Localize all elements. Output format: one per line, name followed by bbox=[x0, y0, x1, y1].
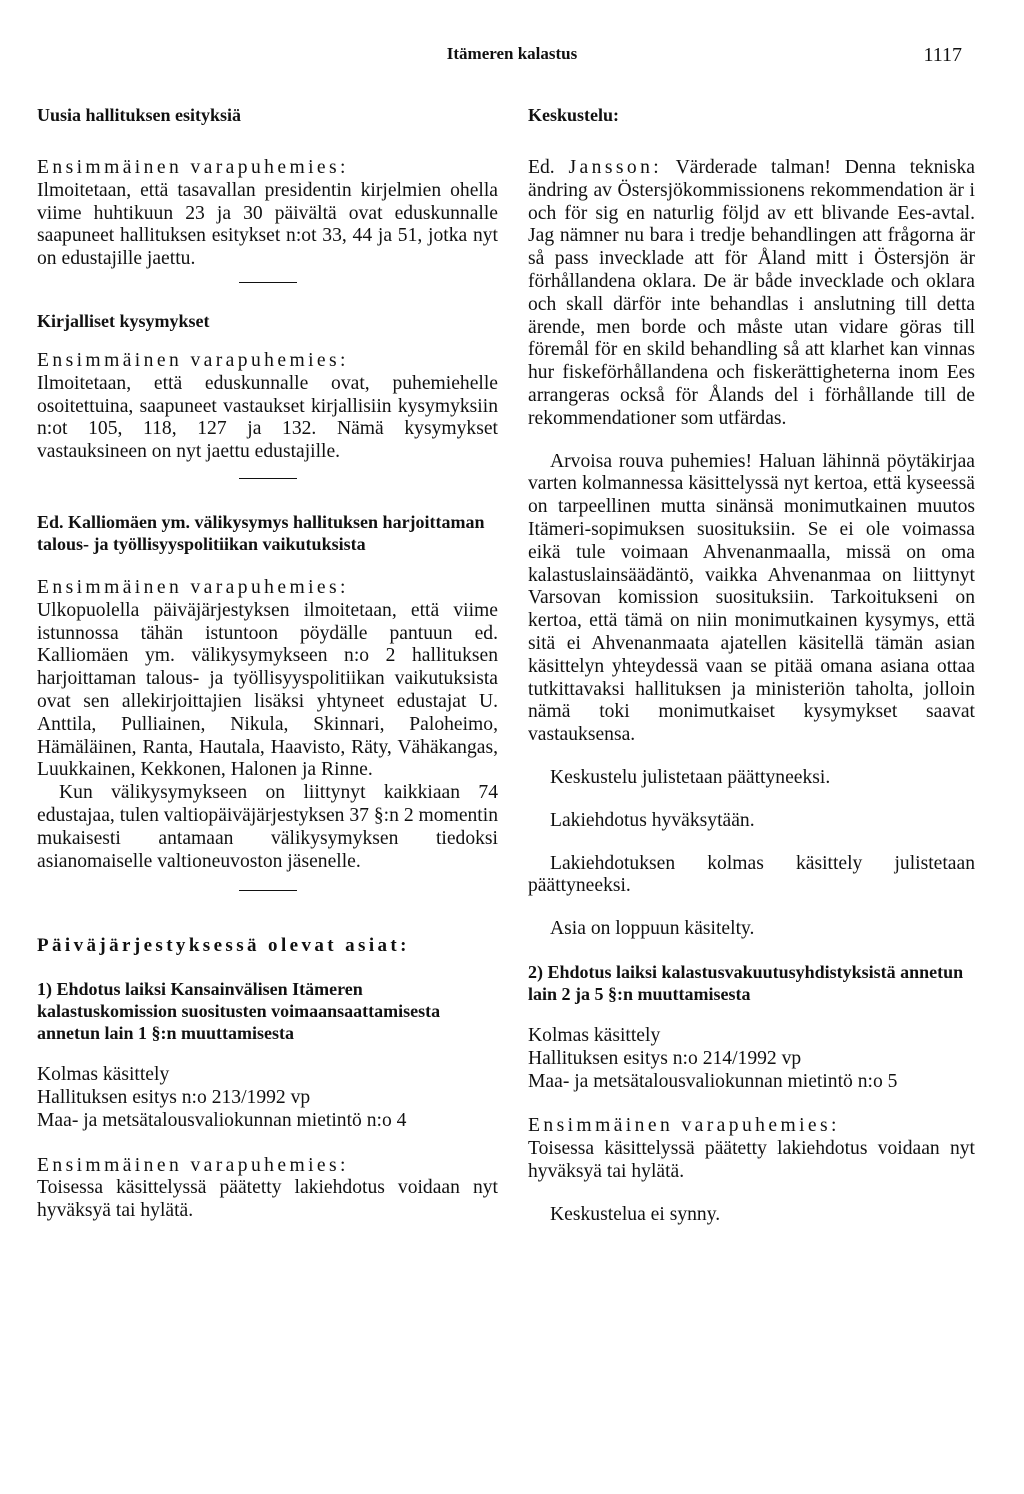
item1-line: Kolmas käsittely bbox=[37, 1064, 170, 1086]
heading-written-questions: Kirjalliset kysymykset bbox=[37, 310, 210, 331]
item1-line: Hallituksen esitys n:o 213/1992 vp bbox=[37, 1086, 311, 1108]
running-header-title: Itämeren kalastus bbox=[446, 44, 578, 63]
paragraph-finnish-summary: Arvoisa rouva puhemies! Haluan lähinnä pöytäkirjaa varten kolmannessa käsittelyssä nyt kertoa, että kyseessä on tarpeellinen mutta sinänsä monimutkainen muutos Itämeri-sopimuksen suosituksiin. Se ei ole voimassa eikä tule voimaan Ahvenanmaalla, missä on oma kalastuslainsäädäntö, vaikka Ahvenanmaa on liittynyt Varsovan komission suosituksiin. Tarkoitukseni on kertoa, että tämä on niin monimutkainen kysymys, että sitä ei Ahvenanmaata ajatellen käsitellä tämän asian käsittelyn yhteydessä vaan se pitää omana asiana ottaa tutkittavaksi hallituksen ja ministeriön taholta, jolloin nämä toki monimutkaiset kysymykset saavat vastauksensa. bbox=[528, 450, 975, 746]
heading-discussion: Keskustelu: bbox=[528, 105, 620, 125]
speaker-name: Ensimmäinen varapuhemies: bbox=[37, 576, 349, 598]
statement-third-reading-closed: Lakiehdotuksen kolmas käsittely julistetaan päättyneeksi. bbox=[528, 852, 975, 897]
item2-line: Kolmas käsittely bbox=[528, 1024, 661, 1046]
left-column bbox=[37, 104, 498, 1223]
paragraph-text: Ulkopuolella päiväjärjestyksen ilmoitetaan, että viime istunnossa tähän istuntoon pöydälle pantuun ed. Kalliomäen ym. välikysymykseen n:o 2 hallituksen harjoittaman talous- ja työllisyyspolitiikan vaikutuksista ovat sen allekirjoittajien lisäksi yhtyneet edustajat U. Anttila, Pulliainen, Nikula, Skinnari, Paloheimo, Hämäläinen, Ranta, Hautala, Haavisto, Räty, Vähäkangas, Luukkainen, Kekkonen, Halonen ja Rinne. bbox=[37, 599, 498, 781]
speaker-name: Ensimmäinen varapuhemies: bbox=[37, 1154, 349, 1176]
paragraph-jansson bbox=[528, 157, 975, 431]
item1-line: Maa- ja metsätalousvaliokunnan mietintö n:o 4 bbox=[37, 1109, 407, 1131]
item2-line: Hallituksen esitys n:o 214/1992 vp bbox=[528, 1047, 802, 1069]
paragraph-text: Värderade talman! Denna tekniska ändring av Östersjökommissionens rekommendation är i och för sig en naturlig följd av ett blivande Ees-avtal. Jag nämner nu bara i tredje behandlingen att frågorna är så pass invecklade att för Åland mitt i Östersjön är förhållandena oklara. De är både invecklade och oklara och skall därför inte behandlas i anslutning till detta ärende, men borde och måste utan vidare göras till föremål för en skild behandling så att klarhet kan vinnas hur fiskeförhållandena och fiskerättigheterna inom Ees arrangeras också för Ålands del i förhållande till de rekommendationer som utfärdas. bbox=[528, 157, 975, 429]
paragraph-interpellation bbox=[37, 577, 498, 782]
ed-prefix: Ed. bbox=[528, 157, 555, 178]
paragraph-text: Ilmoitetaan, että tasavallan presidentin kirjelmien ohella viime huhtikuun 23 ja 30 päivältä ovat eduskunnalle saapuneet hallituksen esitykset n:ot 33, 44 ja 51, jotka nyt on edustajille jaettu. bbox=[37, 179, 498, 270]
agenda-item-2-title: 2) Ehdotus laiksi kalastusvakuutusyhdistyksistä annetun lain 2 ja 5 §:n muuttamisesta bbox=[528, 961, 964, 1004]
right-column bbox=[528, 104, 975, 1226]
statement-discussion-closed: Keskustelu julistetaan päättyneeksi. bbox=[550, 766, 831, 788]
item2-line: Maa- ja metsätalousvaliokunnan mietintö n:o 5 bbox=[528, 1070, 898, 1092]
paragraph-announcement-bills bbox=[37, 157, 498, 271]
paragraph-item2-speaker bbox=[528, 1115, 975, 1183]
paragraph-text: Toisessa käsittelyssä päätetty lakiehdotus voidaan nyt hyväksyä tai hylätä. bbox=[528, 1138, 975, 1182]
speaker-name: Ensimmäinen varapuhemies: bbox=[528, 1115, 840, 1137]
page-number: 1117 bbox=[923, 44, 962, 66]
speaker-name: Jansson: bbox=[568, 157, 663, 178]
statement-bill-approved: Lakiehdotus hyväksytään. bbox=[550, 809, 755, 831]
paragraph-text: Ilmoitetaan, että eduskunnalle ovat, puhemiehelle osoitettuina, saapuneet vastaukset kirjallisiin kysymyksiin n:ot 105, 118, 127 ja 132. Nämä kysymykset vastauksineen on nyt jaettu edustajille. bbox=[37, 372, 498, 463]
paragraph-item1-speaker bbox=[37, 1155, 498, 1223]
paragraph-interpellation-cont: Kun välikysymykseen on liittynyt kaikkiaan 74 edustajaa, tulen valtiopäiväjärjestyksen 37 §:n 2 momentin mukaisesti antamaan välikysymyksen tiedoksi asianomaiselle valtioneuvoston jäsenelle. bbox=[37, 782, 498, 872]
agenda-item-1-title: 1) Ehdotus laiksi Kansainvälisen Itämeren kalastuskomission suositusten voimaansaattamisesta annetun lain 1 §:n muuttamisesta bbox=[37, 979, 441, 1044]
paragraph-written-questions bbox=[37, 350, 498, 464]
statement-no-discussion: Keskustelua ei synny. bbox=[550, 1203, 721, 1225]
heading-interpellation: Ed. Kalliomäen ym. välikysymys hallituksen harjoittaman talous- ja työllisyyspolitiikan vaikutuksista bbox=[37, 511, 485, 554]
agenda-heading: Päiväjärjestyksessä olevat asiat: bbox=[37, 935, 410, 957]
speaker-name: Ensimmäinen varapuhemies: bbox=[37, 349, 349, 371]
statement-matter-closed: Asia on loppuun käsitelty. bbox=[550, 918, 755, 940]
speaker-name: Ensimmäinen varapuhemies: bbox=[37, 157, 349, 178]
heading-new-government-bills: Uusia hallituksen esityksiä bbox=[37, 105, 242, 125]
paragraph-text: Toisessa käsittelyssä päätetty lakiehdotus voidaan nyt hyväksyä tai hylätä. bbox=[37, 1177, 498, 1222]
